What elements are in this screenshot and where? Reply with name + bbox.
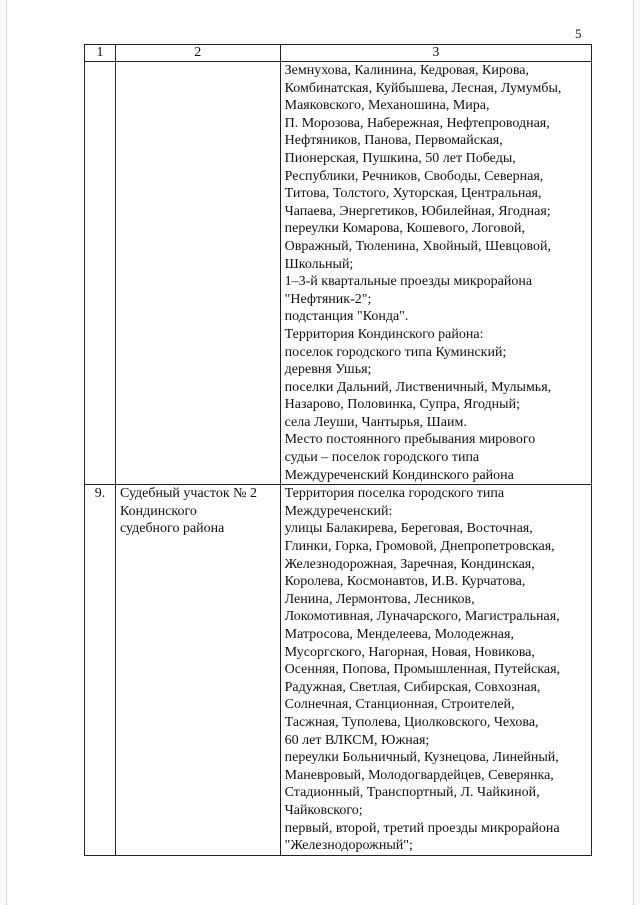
- territory-description: Земнухова, Калинина, Кедровая, Кирова, Комбинатская, Куйбышева, Лесная, Лумумбы, Маяковского, Механошина, Мира, П. Морозова, Набережная, Нефтепроводная, Нефтяников, Панова, Первомайская, Пионерская, Пушкина, 50 лет Победы, Республики, Речников, Свободы, Северная, Титова, Толстого, Хуторская, Центральная, Чапаева, Энергетиков, Юбилейная, Ягодная; переулки Комарова, Кошевого, Логовой, Овражный, Тюленина, Хвойный, Шевцовой, Школьный; 1–3-й квартальные проезды микрорайона "Нефтяник-2"; подстанция "Конда". Территория Кондинского района: поселок городского типа Куминский; деревня Ушья; поселки Дальний, Лиственичный, Мулымья, Назарово, Половинка, Супра, Ягодный; села Леуши, Чантырья, Шаим. Место постоянного пребывания мирового судьи – поселок городского типа Междуреченский Кондинского района: [280, 62, 591, 485]
- district-name: Судебный участок № 2 Кондинского судебного района: [115, 485, 280, 855]
- header-cell-2: 2: [115, 45, 280, 62]
- page-number: 5: [575, 26, 582, 41]
- table-row: [85, 485, 592, 855]
- scan-edge-right: [633, 0, 635, 905]
- header-cell-3: 3: [280, 45, 591, 62]
- scan-edge-left: [6, 0, 8, 905]
- district-name: [115, 62, 280, 485]
- row-number: [85, 62, 116, 485]
- row-number: 9.: [85, 485, 116, 855]
- territory-description: Территория поселка городского типа Междуреченский: улицы Балакирева, Береговая, Восточная, Глинки, Горка, Громовой, Днепропетровская, Железнодорожная, Заречная, Кондинская, Королева, Космонавтов, И.В. Курчатова, Ленина, Лермонтова, Лесников, Локомотивная, Луначарского, Магистральная, Матросова, Менделеева, Молодежная, Мусоргского, Нагорная, Новая, Новикова, Осенняя, Попова, Промышленная, Путейская, Радужная, Светлая, Сибирская, Совхозная, Солнечная, Станционная, Строителей, Тасжная, Туполева, Циолковского, Чехова, 60 лет ВЛКСМ, Южная; переулки Больничный, Кузнецова, Линейный, Маневровый, Молодогвардейцев, Северянка, Стадионный, Транспортный, Л. Чайкиной, Чайковского; первый, второй, третий проезды микрорайона "Железнодорожный";: [280, 485, 591, 855]
- header-cell-1: 1: [85, 45, 116, 62]
- table-row: [85, 62, 592, 485]
- court-districts-table: [84, 44, 592, 856]
- table-header-row: [85, 45, 592, 62]
